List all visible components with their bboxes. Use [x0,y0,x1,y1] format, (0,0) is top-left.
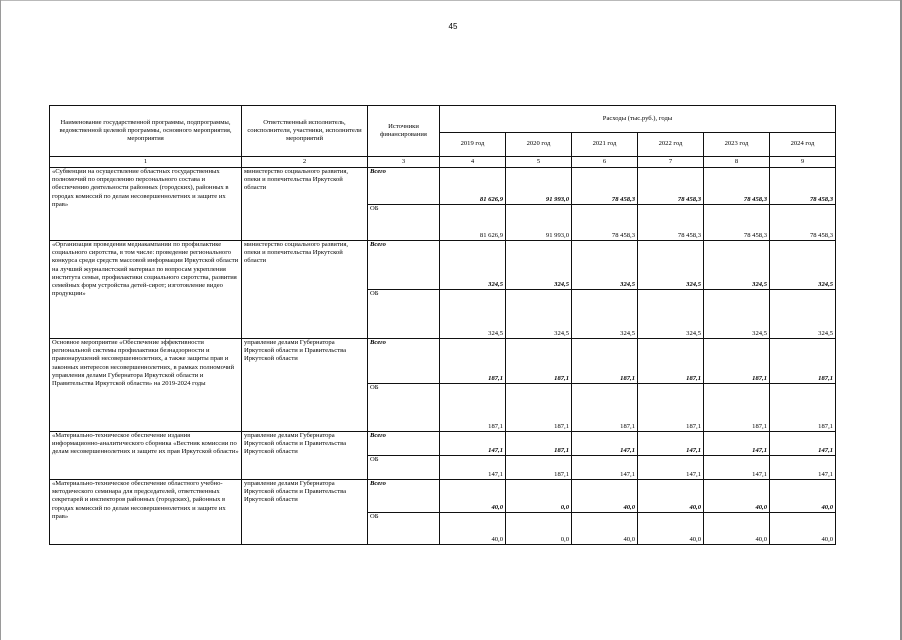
total-value: 40,0 [440,480,506,513]
source-sub-label: ОБ [368,513,440,545]
column-number: 5 [506,157,572,168]
sub-value: 147,1 [704,456,770,480]
total-value: 147,1 [440,432,506,456]
row-name: «Материально-техническое обеспечение областного учебно-методического семинара для председателей, ответственных секретарей и инспекторов районных (городских), районных в городах комиссий по делам несовершеннолетних и защите их прав» [50,480,242,545]
total-value: 187,1 [770,339,836,384]
sub-value: 187,1 [440,384,506,432]
total-value: 40,0 [770,480,836,513]
sub-value: 78 458,3 [770,205,836,241]
total-value: 324,5 [770,241,836,290]
total-value: 324,5 [506,241,572,290]
total-value: 147,1 [638,432,704,456]
scan-edge-top [0,0,902,1]
sub-value: 187,1 [506,456,572,480]
sub-value: 324,5 [770,290,836,339]
source-sub-label: ОБ [368,456,440,480]
total-value: 147,1 [572,432,638,456]
total-value: 324,5 [440,241,506,290]
header-year: 2020 год [506,133,572,157]
row-name: «Материально-техническое обеспечение издания информационно-аналитического сборника «Вестник комиссии по делам несовершеннолетних и защите их прав Иркутской области» [50,432,242,480]
sub-value: 187,1 [704,384,770,432]
total-value: 81 626,9 [440,168,506,205]
sub-value: 147,1 [572,456,638,480]
source-total-label: Всего [368,480,440,513]
total-value: 78 458,3 [572,168,638,205]
sub-value: 324,5 [638,290,704,339]
row-executor: управление делами Губернатора Иркутской области и Правительства Иркутской области [242,480,368,545]
total-value: 324,5 [572,241,638,290]
row-executor: управление делами Губернатора Иркутской области и Правительства Иркутской области [242,432,368,480]
sub-value: 40,0 [572,513,638,545]
total-value: 187,1 [638,339,704,384]
sub-value: 40,0 [770,513,836,545]
source-total-label: Всего [368,168,440,205]
source-sub-label: ОБ [368,290,440,339]
header-executor: Ответственный исполнитель, соисполнители, участники, исполнители мероприятий [242,106,368,157]
table-row [50,168,836,205]
sub-value: 324,5 [704,290,770,339]
header-year: 2021 год [572,133,638,157]
header-year: 2024 год [770,133,836,157]
page-number: 45 [448,22,458,31]
source-total-label: Всего [368,432,440,456]
sub-value: 147,1 [440,456,506,480]
sub-value: 324,5 [506,290,572,339]
row-name: «Субвенции на осуществление областных государственных полномочий по определению персонального состава и обеспечению деятельности районных (городских), районных в городах комиссий по делам несовершеннолетних и защите их прав» [50,168,242,241]
total-value: 40,0 [638,480,704,513]
sub-value: 40,0 [638,513,704,545]
sub-value: 187,1 [770,384,836,432]
sub-value: 81 626,9 [440,205,506,241]
header-year: 2022 год [638,133,704,157]
sub-value: 147,1 [770,456,836,480]
sub-value: 0,0 [506,513,572,545]
total-value: 91 993,0 [506,168,572,205]
sub-value: 324,5 [572,290,638,339]
table-row [50,339,836,384]
total-value: 187,1 [440,339,506,384]
sub-value: 40,0 [440,513,506,545]
expenses-table [49,105,836,545]
header-year: 2023 год [704,133,770,157]
row-executor: управление делами Губернатора Иркутской области и Правительства Иркутской области [242,339,368,432]
row-name: «Организация проведения медиакампании по профилактике социального сиротства, в том числе: проведение регионального конкурса среди средств массовой информации Иркутской области на лучший журналистский материал по вопросам укрепления института семьи, профилактики социального сиротства, развития семейных форм устройства детей-сирот; изготовление видео продукции» [50,241,242,339]
source-total-label: Всего [368,241,440,290]
column-number: 7 [638,157,704,168]
total-value: 78 458,3 [704,168,770,205]
row-executor: министерство социального развития, опеки и попечительства Иркутской области [242,168,368,241]
table-row [50,432,836,456]
sub-value: 187,1 [572,384,638,432]
sub-value: 40,0 [704,513,770,545]
total-value: 40,0 [572,480,638,513]
total-value: 78 458,3 [638,168,704,205]
sub-value: 324,5 [440,290,506,339]
total-value: 40,0 [704,480,770,513]
column-number: 8 [704,157,770,168]
table-row [50,480,836,513]
scan-edge-left [0,0,1,640]
column-number: 1 [50,157,242,168]
total-value: 147,1 [704,432,770,456]
sub-value: 78 458,3 [704,205,770,241]
row-executor: министерство социального развития, опеки и попечительства Иркутской области [242,241,368,339]
header-year: 2019 год [440,133,506,157]
total-value: 78 458,3 [770,168,836,205]
source-total-label: Всего [368,339,440,384]
total-value: 0,0 [506,480,572,513]
sub-value: 78 458,3 [572,205,638,241]
sub-value: 187,1 [638,384,704,432]
table-row [50,241,836,290]
sub-value: 187,1 [506,384,572,432]
header-name: Наименование государственной программы, подпрограммы, ведомственной целевой программы, основного мероприятия, мероприятия [50,106,242,157]
total-value: 324,5 [638,241,704,290]
column-number: 6 [572,157,638,168]
sub-value: 147,1 [638,456,704,480]
header-expenses: Расходы (тыс.руб.), годы [440,106,836,133]
column-number: 9 [770,157,836,168]
source-sub-label: ОБ [368,384,440,432]
header-source: Источники финансирования [368,106,440,157]
column-number: 3 [368,157,440,168]
row-name: Основное мероприятие «Обеспечение эффективности региональной системы профилактики безнадзорности и правонарушений несовершеннолетних, а также защиты прав и законных интересов несовершеннолетних, в рамках полномочий управления делами Губернатора Иркутской области и Правительства Иркутской области» на 2019-2024 годы [50,339,242,432]
total-value: 187,1 [506,432,572,456]
total-value: 147,1 [770,432,836,456]
sub-value: 78 458,3 [638,205,704,241]
total-value: 187,1 [704,339,770,384]
sub-value: 91 993,0 [506,205,572,241]
total-value: 187,1 [572,339,638,384]
total-value: 324,5 [704,241,770,290]
column-number: 2 [242,157,368,168]
total-value: 187,1 [506,339,572,384]
column-number: 4 [440,157,506,168]
source-sub-label: ОБ [368,205,440,241]
